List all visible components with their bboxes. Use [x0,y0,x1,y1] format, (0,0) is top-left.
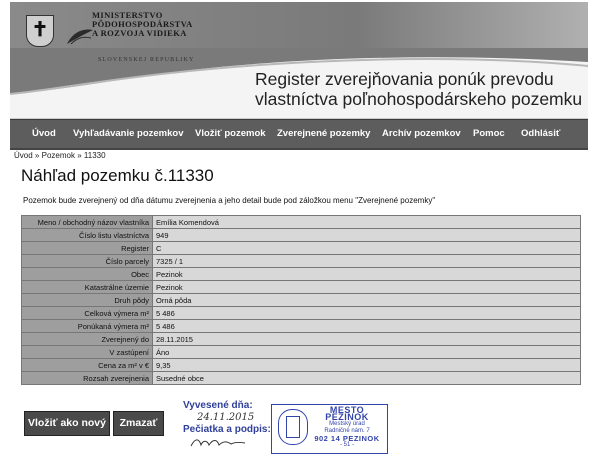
ministry-line: MINISTERSTVO [92,10,163,20]
detail-row [22,320,581,333]
detail-label: Meno / obchodný názov vlastníka [22,216,153,229]
breadcrumb-separator: » [34,151,40,160]
detail-row [22,216,581,229]
detail-value: Pezinok [153,268,581,281]
stamp-line: Mestský úrad [329,421,365,427]
nav-item-help[interactable]: Pomoc [473,128,505,139]
detail-value: 9,35 [153,359,581,372]
detail-row [22,294,581,307]
detail-value: 5 486 [153,320,581,333]
insert-as-new-button[interactable]: Vložiť ako nový [24,411,110,436]
detail-label: Číslo listu vlastníctva [22,229,153,242]
detail-row [22,281,581,294]
detail-value: 28.11.2015 [153,333,581,346]
detail-value: 949 [153,229,581,242]
nav-item-logout[interactable]: Odhlásiť [521,128,561,139]
detail-value: Áno [153,346,581,359]
detail-label: Register [22,242,153,255]
page [10,2,588,452]
detail-row [22,229,581,242]
detail-value: Emília Komendová [153,216,581,229]
detail-label: Katastrálne územie [22,281,153,294]
breadcrumb-current: 11330 [83,151,106,160]
nav-item-home[interactable]: Úvod [32,128,56,139]
posted-date: 24.11.2015 [197,412,255,423]
detail-value: 5 486 [153,307,581,320]
site-header [10,2,588,119]
detail-label: V zastúpení [22,346,153,359]
detail-label: Rozsah zverejnenia [22,372,153,385]
page-title: Náhľad pozemku č.11330 [21,166,214,185]
ministry-subtitle: SLOVENSKEJ REPUBLIKY [98,57,195,63]
detail-label: Ponúkaná výmera m² [22,320,153,333]
site-title-line: vlastníctva poľnohospodárskeho pozemku [255,89,583,109]
site-title-line: Register zverejňovania ponúk prevodu [255,69,554,89]
detail-row [22,255,581,268]
detail-label: Číslo parcely [22,255,153,268]
stamp-text [310,407,384,449]
detail-value: C [153,242,581,255]
detail-label: Obec [22,268,153,281]
stamp-seal-icon [278,409,308,445]
site-title [255,69,582,109]
nav-item-archive[interactable]: Archív pozemkov [382,128,461,139]
stamp-line: - 51 - [339,442,354,448]
detail-label: Druh pôdy [22,294,153,307]
posting-annotation [183,400,271,454]
detail-value: Orná pôda [153,294,581,307]
detail-row [22,372,581,385]
stamp-line: Radničné nám. 7 [324,428,370,434]
breadcrumb-home-link[interactable]: Úvod [14,151,33,160]
breadcrumb [14,151,106,160]
stamp-sign-label: Pečiatka a podpis: [183,424,271,435]
detail-label: Zverejnený do [22,333,153,346]
slovak-coat-of-arms-icon: ✝ [26,15,54,47]
detail-row [22,307,581,320]
ministry-line: PÔDOHOSPODÁRSTVA [92,19,193,29]
detail-row [22,333,581,346]
detail-row [22,346,581,359]
detail-value: Pezinok [153,281,581,294]
main-navigation [10,119,588,150]
delete-button[interactable]: Zmazať [113,411,164,436]
detail-label: Cena za m² v € [22,359,153,372]
ministry-line: A ROZVOJA VIDIEKA [92,28,187,38]
official-stamp [271,404,388,454]
ministry-name [92,11,193,38]
nav-item-published[interactable]: Zverejnené pozemky [277,128,371,139]
detail-value: 7325 / 1 [153,255,581,268]
signature [189,436,249,450]
stamp-title: MESTO PEZINOK [325,405,369,422]
land-details-table [21,215,581,385]
nav-item-insert[interactable]: Vložiť pozemok [195,128,266,139]
detail-row [22,268,581,281]
land-details-body [22,216,581,385]
breadcrumb-section-link[interactable]: Pozemok [41,151,75,160]
breadcrumb-separator: » [77,151,82,160]
nav-item-search[interactable]: Vyhľadávanie pozemkov [73,128,184,139]
stamp-line: 902 14 PEZINOK [314,434,380,443]
detail-row [22,359,581,372]
ministry-leaf-icon [65,26,95,46]
publication-notice: Pozemok bude zverejnený od dňa dátumu zverejnenia a jeho detail bude pod záložkou menu "Zverejnené pozemky" [23,196,436,205]
posted-label: Vyvesené dňa: [183,400,253,411]
detail-value: Susedné obce [153,372,581,385]
detail-row [22,242,581,255]
detail-label: Celková výmera m² [22,307,153,320]
